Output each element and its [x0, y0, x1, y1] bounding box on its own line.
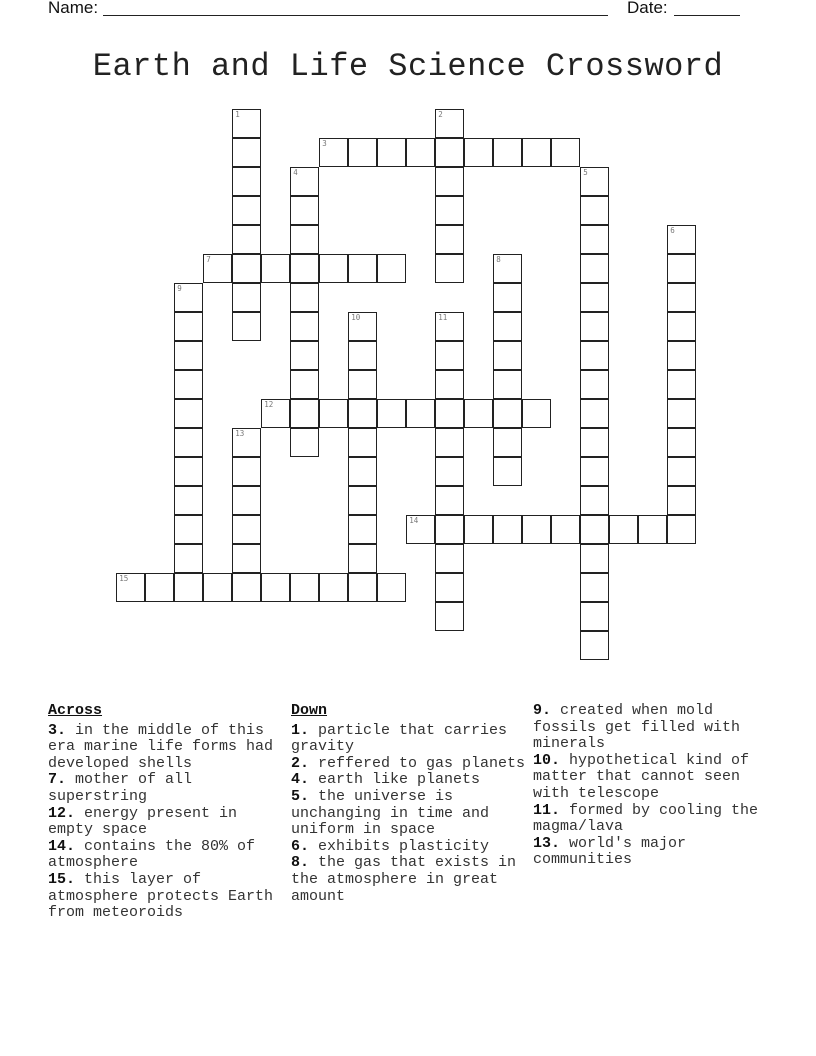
grid-cell[interactable]	[667, 486, 696, 515]
grid-cell[interactable]	[435, 370, 464, 399]
grid-cell[interactable]	[290, 225, 319, 254]
clue-down-5: 5. the universe is unchanging in time and uniform in space	[291, 787, 490, 839]
grid-cell[interactable]	[580, 631, 609, 660]
grid-cell[interactable]	[232, 225, 261, 254]
grid-cell[interactable]	[464, 138, 493, 167]
grid-cell[interactable]	[232, 254, 261, 283]
grid-cell[interactable]	[580, 225, 609, 254]
clue-number: 1	[235, 110, 240, 120]
clue-number: 15	[119, 574, 129, 584]
grid-cell[interactable]	[174, 312, 203, 341]
clue-down-13: 13. world's major communities	[533, 834, 687, 869]
name-label: Name:	[48, 0, 99, 17]
grid-cell[interactable]	[348, 573, 377, 602]
grid-cell[interactable]	[493, 283, 522, 312]
grid-cell[interactable]	[174, 544, 203, 573]
grid-cell[interactable]	[232, 138, 261, 167]
grid-cell[interactable]	[232, 283, 261, 312]
grid-cell[interactable]	[348, 515, 377, 544]
grid-cell[interactable]	[435, 196, 464, 225]
date-label: Date:	[627, 0, 668, 17]
grid-cell[interactable]	[435, 573, 464, 602]
grid-cell[interactable]	[232, 486, 261, 515]
grid-cell[interactable]	[638, 515, 667, 544]
grid-cell[interactable]	[435, 138, 464, 167]
grid-cell[interactable]	[667, 283, 696, 312]
grid-cell[interactable]	[348, 138, 377, 167]
clue-number: 14	[409, 516, 419, 526]
grid-cell[interactable]	[203, 254, 232, 283]
grid-cell[interactable]	[290, 196, 319, 225]
grid-cell[interactable]	[319, 138, 348, 167]
clue-number: 6	[670, 226, 675, 236]
grid-cell[interactable]	[232, 457, 261, 486]
clue-down-9: 9. created when mold fossils get filled with minerals	[533, 702, 741, 753]
grid-cell[interactable]	[348, 428, 377, 457]
grid-cell[interactable]	[435, 544, 464, 573]
grid-cell[interactable]	[667, 515, 696, 544]
grid-cell[interactable]	[580, 573, 609, 602]
grid-cell[interactable]	[348, 341, 377, 370]
grid-cell[interactable]	[493, 138, 522, 167]
grid-cell[interactable]	[290, 341, 319, 370]
grid-cell[interactable]	[377, 573, 406, 602]
grid-cell[interactable]	[435, 254, 464, 283]
grid-cell[interactable]	[377, 138, 406, 167]
grid-cell[interactable]	[580, 283, 609, 312]
grid-cell[interactable]	[348, 399, 377, 428]
grid-cell[interactable]	[435, 399, 464, 428]
clue-number: 8	[496, 255, 501, 265]
grid-cell[interactable]	[319, 573, 348, 602]
grid-cell[interactable]	[435, 109, 464, 138]
grid-cell[interactable]	[580, 486, 609, 515]
grid-cell[interactable]	[319, 254, 348, 283]
grid-cell[interactable]	[406, 399, 435, 428]
down-clues	[291, 703, 526, 905]
grid-cell[interactable]	[261, 399, 290, 428]
grid-cell[interactable]	[377, 254, 406, 283]
grid-cell[interactable]	[290, 312, 319, 341]
grid-cell[interactable]	[406, 138, 435, 167]
grid-cell[interactable]	[319, 399, 348, 428]
grid-cell[interactable]	[174, 341, 203, 370]
grid-cell[interactable]	[580, 196, 609, 225]
clue-number: 4	[293, 168, 298, 178]
grid-cell[interactable]	[522, 138, 551, 167]
grid-cell[interactable]	[580, 341, 609, 370]
grid-cell[interactable]	[435, 428, 464, 457]
grid-cell[interactable]	[232, 515, 261, 544]
clue-across-7: 7. mother of all superstring	[48, 771, 193, 805]
grid-cell[interactable]	[493, 515, 522, 544]
grid-cell[interactable]	[174, 486, 203, 515]
grid-cell[interactable]	[580, 399, 609, 428]
grid-cell[interactable]	[290, 428, 319, 457]
grid-cell[interactable]	[290, 370, 319, 399]
grid-cell[interactable]	[232, 312, 261, 341]
grid-cell[interactable]	[464, 399, 493, 428]
clue-down-2: 2. reffered to gas planets	[291, 754, 526, 772]
grid-cell[interactable]	[406, 515, 435, 544]
clue-number: 13	[235, 429, 245, 439]
grid-cell[interactable]	[232, 196, 261, 225]
grid-cell[interactable]	[290, 399, 319, 428]
grid-cell[interactable]	[667, 399, 696, 428]
clue-down-6: 6. exhibits plasticity	[291, 837, 490, 855]
grid-cell[interactable]	[174, 457, 203, 486]
grid-cell[interactable]	[232, 428, 261, 457]
grid-cell[interactable]	[580, 428, 609, 457]
clue-number: 3	[322, 139, 327, 149]
grid-cell[interactable]	[580, 370, 609, 399]
across-clues	[48, 703, 283, 922]
grid-cell[interactable]	[290, 167, 319, 196]
grid-cell[interactable]	[203, 573, 232, 602]
grid-cell[interactable]	[435, 312, 464, 341]
grid-cell[interactable]	[667, 254, 696, 283]
grid-cell[interactable]	[435, 167, 464, 196]
grid-cell[interactable]	[435, 457, 464, 486]
grid-cell[interactable]	[174, 515, 203, 544]
grid-cell[interactable]	[174, 399, 203, 428]
grid-cell[interactable]	[232, 109, 261, 138]
grid-cell[interactable]	[522, 515, 551, 544]
grid-cell[interactable]	[174, 573, 203, 602]
grid-cell[interactable]	[348, 457, 377, 486]
grid-cell[interactable]	[667, 370, 696, 399]
grid-cell[interactable]	[609, 515, 638, 544]
grid-cell[interactable]	[435, 486, 464, 515]
grid-cell[interactable]	[348, 254, 377, 283]
grid-cell[interactable]	[580, 515, 609, 544]
grid-cell[interactable]	[493, 254, 522, 283]
grid-cell[interactable]	[580, 457, 609, 486]
page-title: Earth and Life Science Crossword	[92, 48, 724, 85]
grid-cell[interactable]	[232, 544, 261, 573]
grid-cell[interactable]	[377, 399, 406, 428]
grid-cell[interactable]	[493, 341, 522, 370]
clue-across-12: 12. energy present in empty space	[48, 804, 238, 839]
grid-cell[interactable]	[493, 312, 522, 341]
clue-number: 2	[438, 110, 443, 120]
grid-cell[interactable]	[435, 341, 464, 370]
grid-cell[interactable]	[261, 573, 290, 602]
grid-cell[interactable]	[522, 399, 551, 428]
grid-cell[interactable]	[261, 254, 290, 283]
grid-cell[interactable]	[667, 341, 696, 370]
grid-cell[interactable]	[174, 283, 203, 312]
clue-across-14: 14. contains the 80% of atmosphere	[48, 837, 256, 872]
grid-cell[interactable]	[493, 457, 522, 486]
grid-cell[interactable]	[580, 167, 609, 196]
grid-cell[interactable]	[435, 225, 464, 254]
clue-number: 10	[351, 313, 361, 323]
grid-cell[interactable]	[667, 312, 696, 341]
clue-across-15: 15. this layer of atmosphere protects Earth from meteoroids	[48, 870, 274, 922]
clue-number: 12	[264, 400, 274, 410]
clue-across-3: 3. in the middle of this era marine life forms had developed shells	[48, 721, 274, 772]
clue-down-10: 10. hypothetical kind of matter that cannot seen with telescope	[533, 751, 750, 802]
clue-down-1: 1. particle that carries gravity	[291, 721, 508, 756]
clue-down-11: 11. formed by cooling the magma/lava	[533, 801, 759, 836]
down-clues-continued	[533, 703, 768, 869]
grid-cell[interactable]	[667, 225, 696, 254]
grid-cell[interactable]	[493, 399, 522, 428]
grid-cell[interactable]	[580, 544, 609, 573]
grid-cell[interactable]	[580, 312, 609, 341]
grid-cell[interactable]	[493, 428, 522, 457]
grid-cell[interactable]	[348, 370, 377, 399]
clue-number: 7	[206, 255, 211, 265]
grid-cell[interactable]	[348, 486, 377, 515]
grid-cell[interactable]	[551, 138, 580, 167]
clue-number: 9	[177, 284, 182, 294]
grid-cell[interactable]	[116, 573, 145, 602]
grid-cell[interactable]	[290, 254, 319, 283]
grid-cell[interactable]	[580, 254, 609, 283]
grid-cell[interactable]	[290, 283, 319, 312]
clue-down-8: 8. the gas that exists in the atmosphere in great amount	[291, 854, 517, 905]
clue-number: 11	[438, 313, 448, 323]
grid-cell[interactable]	[290, 573, 319, 602]
grid-cell[interactable]	[551, 515, 580, 544]
clue-down-4: 4. earth like planets	[291, 771, 481, 789]
clue-number: 5	[583, 168, 588, 178]
grid-cell[interactable]	[667, 428, 696, 457]
grid-cell[interactable]	[232, 573, 261, 602]
grid-cell[interactable]	[348, 544, 377, 573]
grid-cell[interactable]	[464, 515, 493, 544]
grid-cell[interactable]	[493, 370, 522, 399]
grid-cell[interactable]	[145, 573, 174, 602]
grid-cell[interactable]	[435, 515, 464, 544]
across-heading: Across	[48, 702, 103, 719]
grid-cell[interactable]	[174, 370, 203, 399]
grid-cell[interactable]	[667, 457, 696, 486]
grid-cell[interactable]	[580, 602, 609, 631]
grid-cell[interactable]	[348, 312, 377, 341]
grid-cell[interactable]	[435, 602, 464, 631]
grid-cell[interactable]	[174, 428, 203, 457]
down-heading: Down	[291, 702, 328, 719]
grid-cell[interactable]	[232, 167, 261, 196]
